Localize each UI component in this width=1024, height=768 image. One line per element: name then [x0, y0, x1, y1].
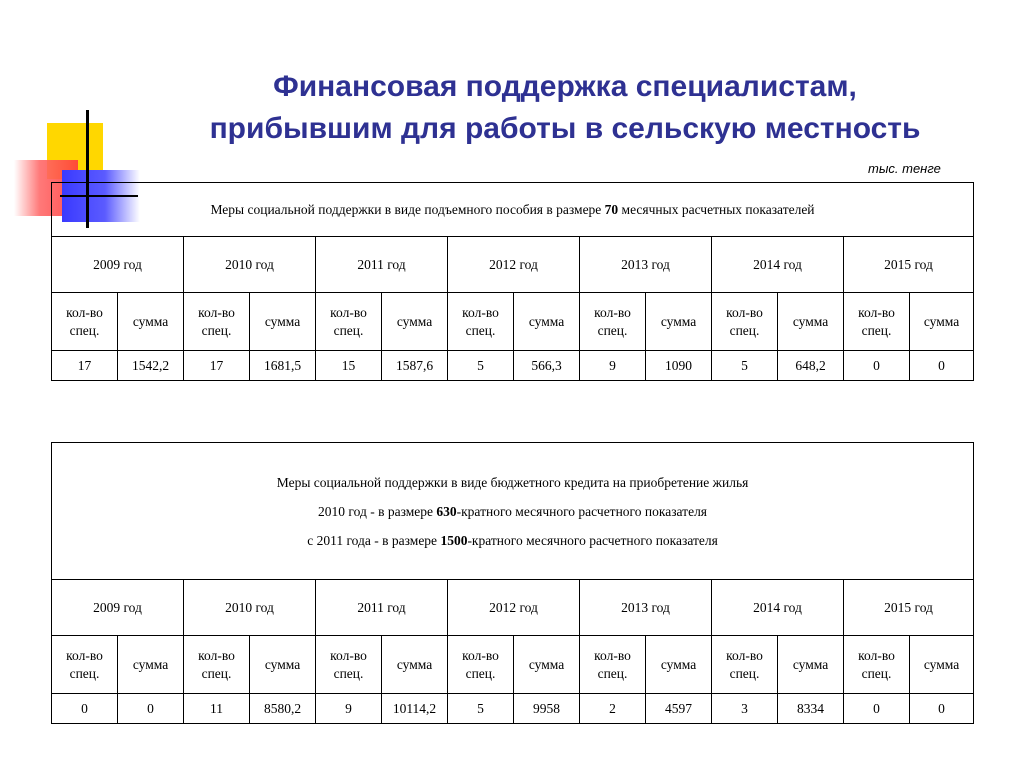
value-cell: 3: [712, 694, 778, 724]
value-cell: 5: [448, 351, 514, 381]
header-text: Меры социальной поддержки в виде подъемного пособия в размере: [210, 201, 605, 217]
count-header: кол-во спец.: [52, 293, 118, 351]
year-cell: 2015 год: [844, 580, 974, 636]
value-cell: 15: [316, 351, 382, 381]
count-header: кол-во спец.: [844, 636, 910, 694]
year-cell: 2010 год: [184, 237, 316, 293]
value-cell: 0: [910, 694, 974, 724]
table-header-row: [52, 183, 974, 237]
sum-header: сумма: [514, 293, 580, 351]
housing-credit-table: [51, 442, 974, 724]
year-cell: 2010 год: [184, 580, 316, 636]
value-cell: 11: [184, 694, 250, 724]
year-cell: 2015 год: [844, 237, 974, 293]
value-cell: 1090: [646, 351, 712, 381]
sum-header: сумма: [646, 293, 712, 351]
value-row: [52, 694, 974, 724]
count-header: кол-во спец.: [580, 293, 646, 351]
subheader-row: [52, 636, 974, 694]
sum-header: сумма: [646, 636, 712, 694]
year-cell: 2009 год: [52, 580, 184, 636]
unit-label: тыс. тенге: [868, 161, 941, 176]
year-cell: 2014 год: [712, 580, 844, 636]
value-cell: 0: [844, 351, 910, 381]
sum-header: сумма: [514, 636, 580, 694]
year-cell: 2011 год: [316, 237, 448, 293]
count-header: кол-во спец.: [52, 636, 118, 694]
count-header: кол-во спец.: [844, 293, 910, 351]
value-cell: 9: [316, 694, 382, 724]
header-bold-value: 70: [604, 201, 619, 217]
value-cell: 17: [184, 351, 250, 381]
year-cell: 2013 год: [580, 580, 712, 636]
table-header: [52, 443, 974, 580]
sum-header: сумма: [250, 293, 316, 351]
value-cell: 5: [448, 694, 514, 724]
header-text: месячных расчетных показателей: [618, 201, 815, 217]
value-cell: 10114,2: [382, 694, 448, 724]
header-line-2: 2010 год - в размере 630-кратного месячного расчетного показателя: [318, 503, 708, 519]
table-header-row: [52, 443, 974, 580]
value-cell: 8334: [778, 694, 844, 724]
year-row: [52, 237, 974, 293]
count-header: кол-во спец.: [184, 636, 250, 694]
title-line-2: прибывшим для работы в сельскую местность: [209, 112, 921, 145]
value-cell: 1542,2: [118, 351, 184, 381]
subheader-row: [52, 293, 974, 351]
sum-header: сумма: [118, 293, 184, 351]
page-title: [110, 66, 1020, 150]
sum-header: сумма: [118, 636, 184, 694]
value-cell: 566,3: [514, 351, 580, 381]
value-cell: 4597: [646, 694, 712, 724]
header-line-3: с 2011 года - в размере 1500-кратного месячного расчетного показателя: [307, 532, 718, 548]
value-cell: 9: [580, 351, 646, 381]
value-cell: 0: [52, 694, 118, 724]
year-cell: 2012 год: [448, 580, 580, 636]
lifting-allowance-table: [51, 182, 974, 381]
count-header: кол-во спец.: [712, 293, 778, 351]
year-cell: 2014 год: [712, 237, 844, 293]
value-cell: 17: [52, 351, 118, 381]
year-cell: 2013 год: [580, 237, 712, 293]
count-header: кол-во спец.: [712, 636, 778, 694]
sum-header: сумма: [778, 636, 844, 694]
value-cell: 1681,5: [250, 351, 316, 381]
sum-header: сумма: [250, 636, 316, 694]
value-cell: 9958: [514, 694, 580, 724]
count-header: кол-во спец.: [448, 293, 514, 351]
sum-header: сумма: [382, 636, 448, 694]
value-row: [52, 351, 974, 381]
count-header: кол-во спец.: [580, 636, 646, 694]
year-cell: 2009 год: [52, 237, 184, 293]
value-cell: 0: [118, 694, 184, 724]
table-header: [52, 183, 974, 237]
value-cell: 0: [844, 694, 910, 724]
sum-header: сумма: [382, 293, 448, 351]
title-line-1: Финансовая поддержка специалистам,: [273, 70, 857, 103]
header-line-1: Меры социальной поддержки в виде бюджетного кредита на приобретение жилья: [276, 474, 749, 490]
count-header: кол-во спец.: [316, 293, 382, 351]
value-cell: 1587,6: [382, 351, 448, 381]
sum-header: сумма: [910, 293, 974, 351]
value-cell: 2: [580, 694, 646, 724]
value-cell: 5: [712, 351, 778, 381]
year-cell: 2012 год: [448, 237, 580, 293]
year-cell: 2011 год: [316, 580, 448, 636]
value-cell: 8580,2: [250, 694, 316, 724]
sum-header: сумма: [910, 636, 974, 694]
sum-header: сумма: [778, 293, 844, 351]
count-header: кол-во спец.: [316, 636, 382, 694]
count-header: кол-во спец.: [448, 636, 514, 694]
count-header: кол-во спец.: [184, 293, 250, 351]
value-cell: 0: [910, 351, 974, 381]
year-row: [52, 580, 974, 636]
value-cell: 648,2: [778, 351, 844, 381]
